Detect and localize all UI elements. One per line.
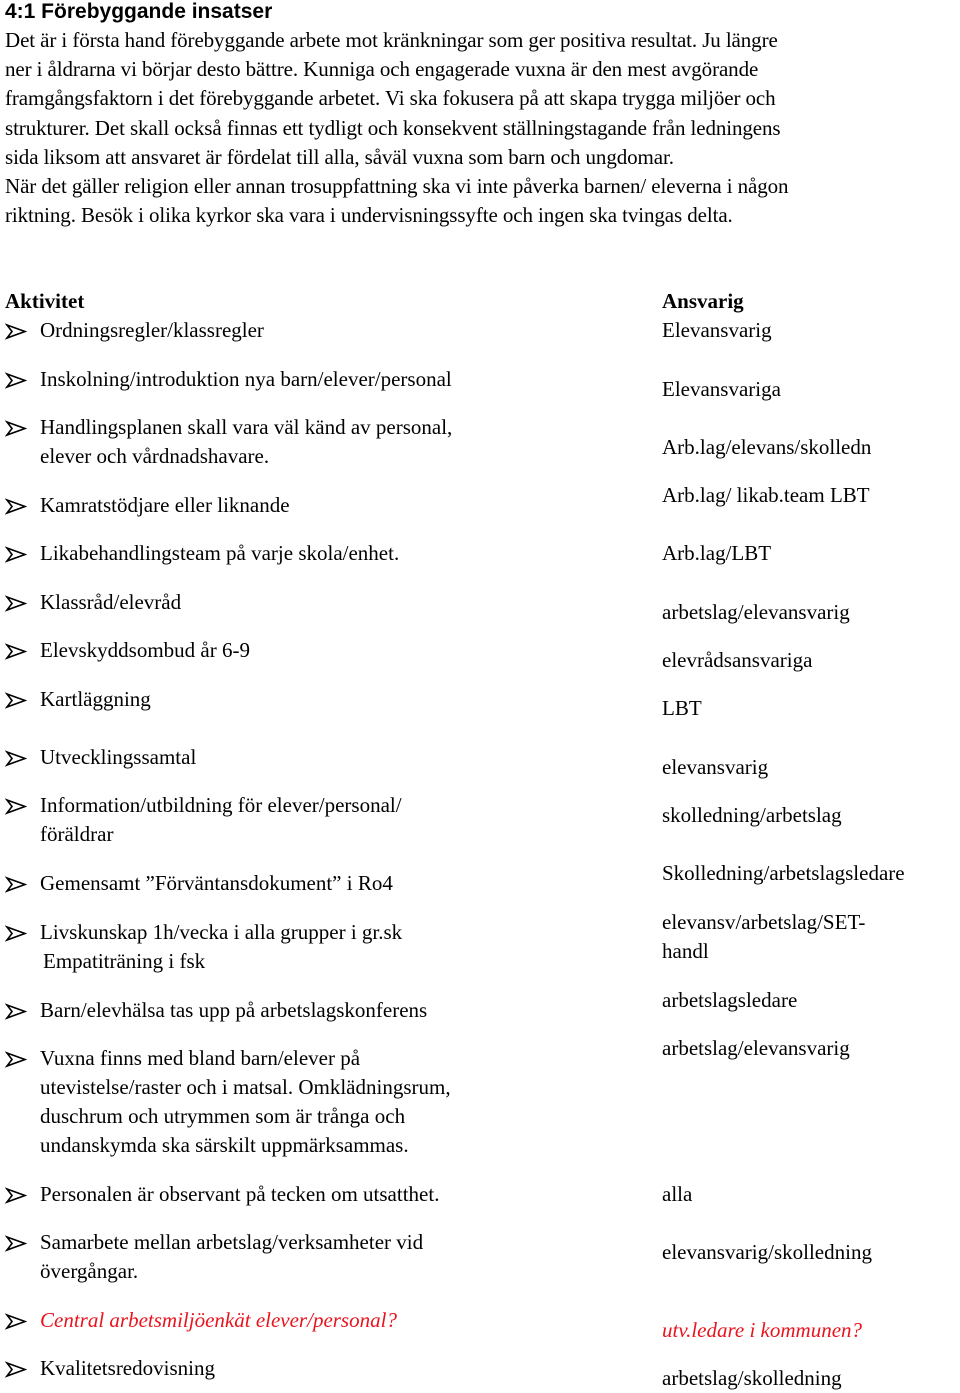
responsible-item	[662, 481, 870, 510]
activity-text	[40, 685, 151, 714]
activity-text	[40, 1306, 397, 1335]
responsible-line: Arb.lag/elevans/skolledn	[662, 435, 872, 459]
responsible-item	[662, 753, 768, 782]
arrow-bullet-icon	[5, 539, 27, 568]
activity-text	[40, 869, 393, 898]
activity-line: Kartläggning	[40, 687, 151, 711]
activity-line: Kvalitetsredovisning	[40, 1356, 215, 1380]
arrow-bullet-icon	[5, 413, 27, 442]
responsible-line: Skolledning/arbetslagsledare	[662, 861, 905, 885]
responsible-line: skolledning/arbetslag	[662, 803, 842, 827]
arrow-bullet-icon	[5, 1180, 27, 1209]
responsible-line: elevrådsansvariga	[662, 648, 813, 672]
activity-text	[40, 1354, 215, 1383]
arrow-bullet-icon	[5, 685, 27, 714]
responsible-item	[662, 539, 771, 568]
activity-line: övergångar.	[40, 1259, 139, 1283]
activity-line: Klassråd/elevråd	[40, 590, 182, 614]
responsible-item	[662, 694, 702, 723]
activity-line: Barn/elevhälsa tas upp på arbetslagskonferens	[40, 998, 428, 1022]
responsible-line: elevansv/arbetslag/SET-	[662, 910, 866, 934]
activity-line: Samarbete mellan arbetslag/verksamheter vid	[40, 1230, 424, 1254]
responsible-item	[662, 1238, 872, 1267]
responsible-item	[662, 1364, 842, 1393]
activity-line: föräldrar	[40, 822, 114, 846]
responsible-item	[662, 908, 865, 966]
intro-line: sida liksom att ansvaret är fördelat till alla, såväl vuxna som barn och ungdomar.	[5, 144, 674, 169]
arrow-bullet-icon	[5, 1044, 27, 1073]
activity-text	[40, 491, 290, 520]
responsible-item	[662, 646, 812, 675]
arrow-bullet-icon	[5, 491, 27, 520]
responsible-column-header: Ansvarig	[662, 289, 744, 313]
activity-line: Livskunskap 1h/vecka i alla grupper i gr.sk	[40, 920, 403, 944]
activity-text	[40, 413, 452, 471]
intro-line: När det gäller religion eller annan trosuppfattning ska vi inte påverka barnen/ eleverna i någon	[5, 174, 789, 199]
intro-line: riktning. Besök i olika kyrkor ska vara i undervisningssyfte och ingen ska tvingas delta.	[5, 203, 733, 228]
arrow-bullet-icon	[5, 996, 27, 1025]
responsible-line: utv.ledare i kommunen?	[662, 1318, 863, 1342]
responsible-item	[662, 433, 871, 462]
activity-line: utevistelse/raster och i matsal. Omklädningsrum,	[40, 1075, 451, 1099]
responsible-line: arbetslag/elevansvarig	[662, 600, 850, 624]
activity-line: Kamratstödjare eller liknande	[40, 493, 290, 517]
activity-line: Utvecklingssamtal	[40, 745, 197, 769]
arrow-bullet-icon	[5, 1354, 27, 1383]
activity-line: duschrum och utrymmen som är trånga och	[40, 1104, 406, 1128]
activity-line: Likabehandlingsteam på varje skola/enhet.	[40, 541, 400, 565]
responsible-line: arbetslag/skolledning	[662, 1366, 842, 1390]
activity-text	[40, 316, 264, 345]
responsible-line: alla	[662, 1182, 693, 1206]
activity-text	[40, 1180, 439, 1209]
activity-text	[40, 918, 402, 976]
activity-line: Ordningsregler/klassregler	[40, 318, 264, 342]
activity-line: Handlingsplanen skall vara väl känd av personal,	[40, 415, 453, 439]
activity-line: undanskymda ska särskilt uppmärksammas.	[40, 1133, 409, 1157]
activity-text	[40, 1228, 423, 1286]
activity-line: Gemensamt ”Förväntansdokument” i Ro4	[40, 871, 393, 895]
activity-text	[40, 996, 427, 1025]
arrow-bullet-icon	[5, 1228, 27, 1257]
activity-line: Information/utbildning för elever/personal/	[40, 793, 402, 817]
responsible-item	[662, 859, 905, 888]
intro-line: Det är i första hand förebyggande arbete mot kränkningar som ger positiva resultat. Ju längre	[5, 28, 778, 52]
activity-text	[40, 365, 452, 394]
responsible-item	[662, 1316, 862, 1345]
activity-line: Vuxna finns med bland barn/elever på	[40, 1046, 361, 1070]
arrow-bullet-icon	[5, 918, 27, 947]
activity-line: Central arbetsmiljöenkät elever/personal?	[40, 1308, 397, 1332]
responsible-item	[662, 1034, 850, 1063]
responsible-line: elevansvarig/skolledning	[662, 1240, 872, 1264]
activity-line: Personalen är observant på tecken om utsatthet.	[40, 1182, 440, 1206]
activity-line: Inskolning/introduktion nya barn/elever/personal	[40, 367, 452, 391]
responsible-line: arbetslag/elevansvarig	[662, 1036, 850, 1060]
responsible-item	[662, 1180, 692, 1209]
activity-text	[40, 1044, 451, 1160]
activity-line: Empatiträning i fsk	[43, 949, 206, 973]
activity-line: Elevskyddsombud år 6-9	[40, 638, 250, 662]
responsible-line: arbetslagsledare	[662, 988, 798, 1012]
responsible-line: elevansvarig	[662, 755, 769, 779]
responsible-line: handl	[662, 939, 709, 963]
activity-column-header: Aktivitet	[5, 289, 85, 313]
responsible-line: Arb.lag/LBT	[662, 541, 772, 565]
activity-text	[40, 791, 402, 849]
intro-line: ner i åldrarna vi börjar desto bättre. Kunniga och engagerade vuxna är den mest avgörande	[5, 57, 759, 82]
activity-text	[40, 743, 196, 772]
activity-line: elever och vårdnadshavare.	[40, 444, 270, 468]
responsible-line: Arb.lag/ likab.team LBT	[662, 483, 870, 507]
arrow-bullet-icon	[5, 588, 27, 617]
activity-text	[40, 636, 250, 665]
responsible-line: Elevansvariga	[662, 377, 781, 401]
responsible-item	[662, 986, 797, 1015]
arrow-bullet-icon	[5, 743, 27, 772]
responsible-item	[662, 375, 781, 404]
responsible-line: LBT	[662, 696, 702, 720]
arrow-bullet-icon	[5, 365, 27, 394]
responsible-item	[662, 801, 842, 830]
responsible-line: Elevansvarig	[662, 318, 772, 342]
intro-paragraph	[5, 26, 960, 230]
arrow-bullet-icon	[5, 1306, 27, 1335]
arrow-bullet-icon	[5, 636, 27, 665]
arrow-bullet-icon	[5, 791, 27, 820]
responsible-item	[662, 598, 850, 627]
section-heading: 4:1 Förebyggande insatser	[5, 0, 273, 23]
arrow-bullet-icon	[5, 869, 27, 898]
activity-text	[40, 539, 399, 568]
activity-text	[40, 588, 181, 617]
responsible-item	[662, 316, 772, 345]
intro-line: strukturer. Det skall också finnas ett tydligt och konsekvent ställningstagande från ledningens	[5, 115, 781, 140]
arrow-bullet-icon	[5, 316, 27, 345]
intro-line: framgångsfaktorn i det förebyggande arbetet. Vi ska fokusera på att skapa trygga miljöer och	[5, 86, 776, 111]
